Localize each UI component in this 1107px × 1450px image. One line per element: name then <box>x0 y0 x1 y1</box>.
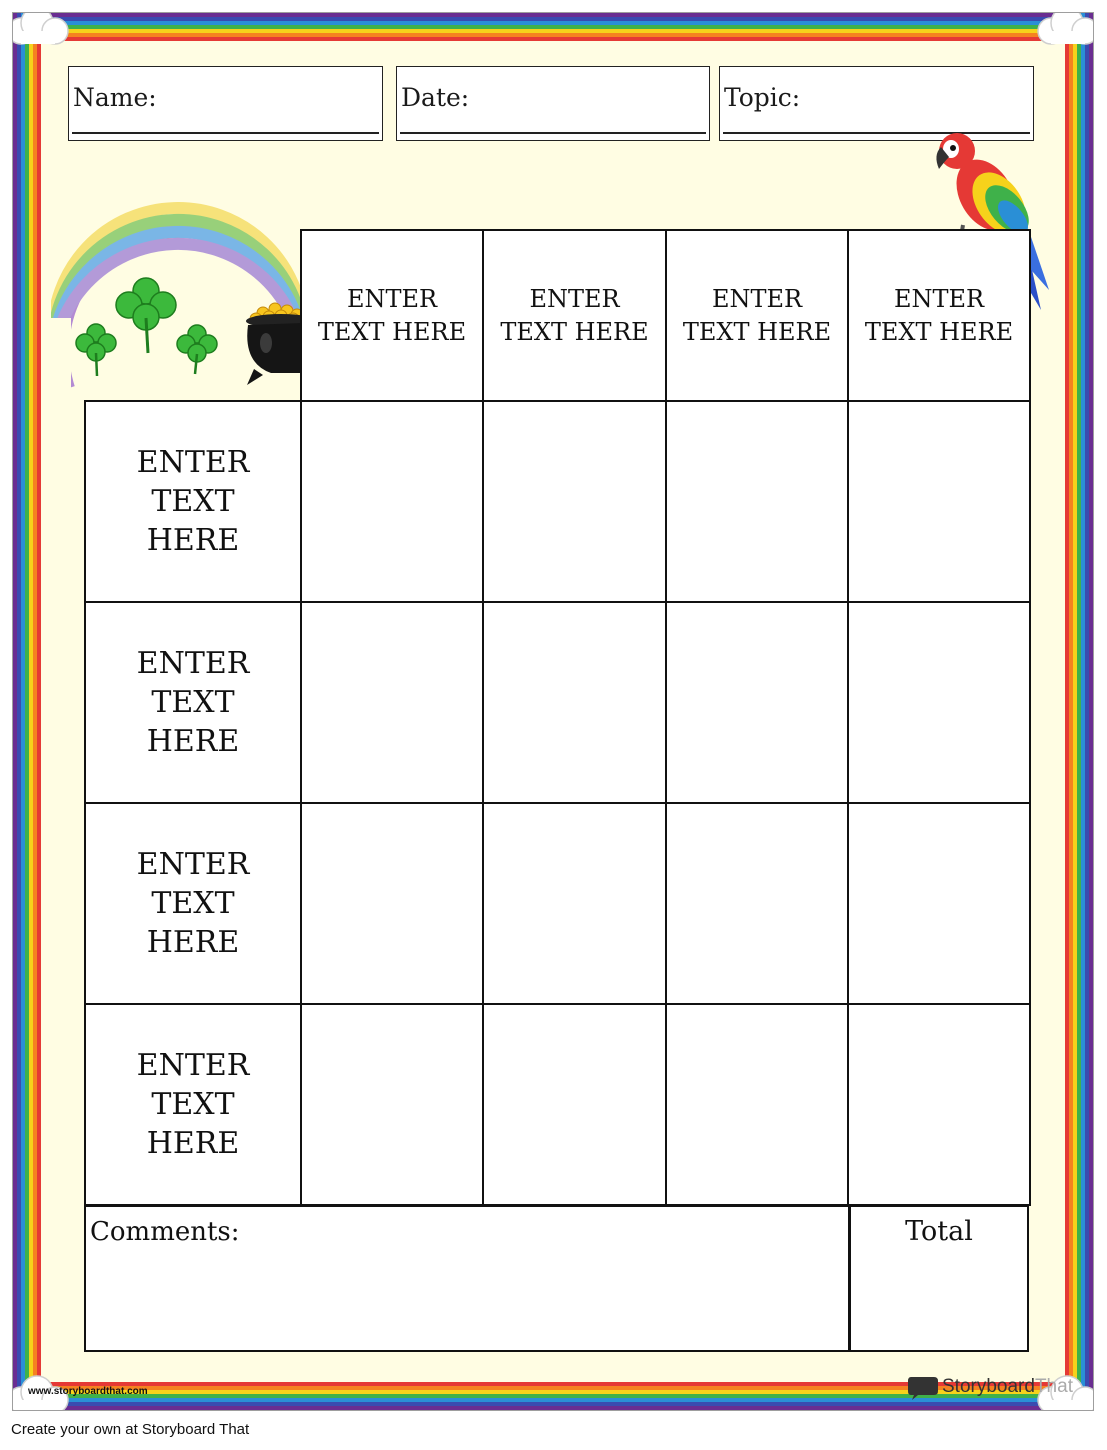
column-header[interactable]: ENTER TEXT HERE <box>847 229 1031 403</box>
table-cell[interactable] <box>665 601 849 804</box>
brand-name: StoryboardThat <box>942 1376 1073 1397</box>
date-underline <box>400 132 706 134</box>
column-header[interactable]: ENTER TEXT HERE <box>482 229 667 403</box>
rainbow-illustration <box>51 193 303 388</box>
table-cell[interactable] <box>847 601 1031 804</box>
name-field[interactable] <box>68 66 383 141</box>
name-label: Name: <box>73 83 157 112</box>
table-cell[interactable] <box>482 601 667 804</box>
topic-label: Topic: <box>724 83 801 112</box>
comments-label: Comments: <box>90 1217 240 1247</box>
row-header[interactable]: ENTER TEXT HERE <box>84 400 302 603</box>
table-cell[interactable] <box>300 1003 484 1206</box>
column-header[interactable]: ENTER TEXT HERE <box>300 229 484 403</box>
row-header[interactable]: ENTER TEXT HERE <box>84 1003 302 1206</box>
table-cell[interactable] <box>665 802 849 1005</box>
row-header[interactable]: ENTER TEXT HERE <box>84 601 302 804</box>
table-cell[interactable] <box>847 802 1031 1005</box>
table-cell[interactable] <box>482 802 667 1005</box>
table-cell[interactable] <box>482 400 667 603</box>
comments-box[interactable] <box>84 1205 850 1352</box>
cloud-icon <box>1035 12 1094 49</box>
table-cell[interactable] <box>300 601 484 804</box>
footer-credit[interactable]: Create your own at Storyboard That <box>11 1421 250 1438</box>
date-label: Date: <box>401 83 470 112</box>
watermark-url[interactable]: www.storyboardthat.com <box>28 1386 148 1397</box>
table-cell[interactable] <box>300 400 484 603</box>
worksheet-frame <box>12 12 1094 1411</box>
table-cell[interactable] <box>847 400 1031 603</box>
total-box[interactable] <box>849 1205 1029 1352</box>
total-label: Total <box>905 1216 973 1247</box>
table-cell[interactable] <box>847 1003 1031 1206</box>
name-underline <box>72 132 379 134</box>
table-cell[interactable] <box>665 1003 849 1206</box>
date-field[interactable] <box>396 66 710 141</box>
cloud-icon <box>12 12 71 49</box>
shamrock-icon <box>116 278 176 353</box>
pot-of-gold-icon <box>246 303 303 385</box>
table-cell[interactable] <box>482 1003 667 1206</box>
shamrock-icon <box>76 324 116 376</box>
row-header[interactable]: ENTER TEXT HERE <box>84 802 302 1005</box>
storyboard-that-logo <box>908 1375 1083 1401</box>
speech-bubble-icon <box>908 1375 940 1401</box>
table-cell[interactable] <box>300 802 484 1005</box>
column-header[interactable]: ENTER TEXT HERE <box>665 229 849 403</box>
table-cell[interactable] <box>665 400 849 603</box>
shamrock-icon <box>177 325 217 374</box>
